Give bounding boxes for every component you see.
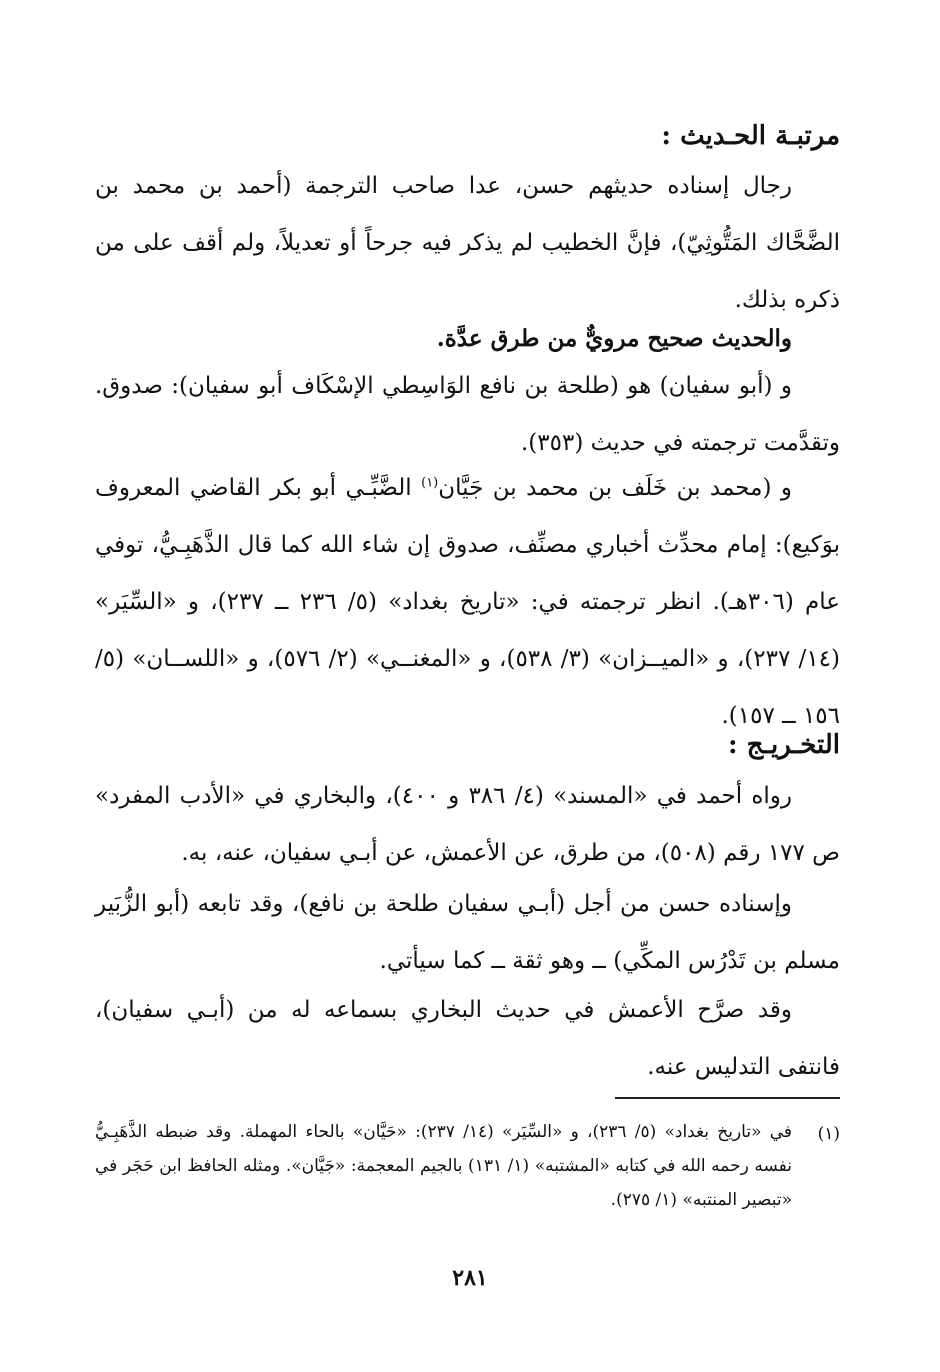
narrator-text-start: و (محمد بن خَلَف بن محمد بن جَيَّان [438,475,792,501]
rank-paragraph-1: رجال إسناده حديثهم حسن، عدا صاحب الترجمة (أحمد بن محمد بن الضَّحَّاك المَتُّوثِيّ)، فإنَّ الخطيب لم يذكر فيه جرحاً أو تعديلاً، ولم أقف على من ذكره بذلك. [95,173,840,313]
footnote-number: (١) [817,1124,840,1144]
page-number: ٢٨١ [452,1265,488,1291]
footnote-reference: (١) [421,475,439,491]
rank-paragraph-2: والحديث صحيح مرويٌّ من طرق عدَّة. [436,325,792,352]
narrator-muhammad-ibn-khalaf [95,460,840,745]
narrator-text-end: الضَّبِّـي أبو بكر القاضي المعروف بوَكيع): إمام محدِّث أخباري مصنِّف، صدوق إن شاء الله كما قال الذَّهَبِـيُّ، توفي عام (٣٠٦هـ). انظر ترجمته في: «تاريخ بغداد» (٥/ ٢٣٦ ــ ٢٣٧)، و «السِّيَر» (١٤/ ٢٣٧)، و «الميــزان» (٣/ ٥٣٨)، و «المغنــي» (٢/ ٥٧٦)، و «اللســان» (٥/ ١٥٦ ــ ١٥٧). [95,475,841,729]
takhrij-heading: التخـريـج : [727,730,840,760]
takhrij-paragraph-1: رواه أحمد في «المسند» (٤/ ٣٨٦ و ٤٠٠)، والبخاري في «الأدب المفرد» ص ١٧٧ رقم (٥٠٨)، من طرق، عن الأعمش، عن أبـي سفيان، عنه، به. [95,783,840,866]
narrator-abu-sufyan: و (أبو سفيان) هو (طلحة بن نافع الوَاسِطي الإسْكَاف أبو سفيان): صدوق. وتقدَّمت ترجمته في حديث (٣٥٣). [95,373,840,456]
footnote-text: في «تاريخ بغداد» (٥/ ٢٣٦)، و «السِّيَر» (١٤/ ٢٣٧): «حَيَّان» بالحاء المهملة. وقد ضبطه الذَّهَبِـيُّ نفسه رحمه الله في كتابه «المشتبه» (١/ ١٣١) بالجيم المعجمة: «جَيَّان». ومثله الحافظ ابن حَجَر في «تبصير المنتبه» (١/ ٢٧٥). [95,1122,793,1210]
footnote-separator [615,1097,840,1099]
takhrij-paragraph-3: وقد صرَّح الأعمش في حديث البخاري بسماعه له من (أبـي سفيان)، فانتفى التدليس عنه. [95,997,840,1080]
rank-heading: مرتبـة الحـديث : [661,121,840,151]
takhrij-paragraph-2: وإسناده حسن من أجل (أبـي سفيان طلحة بن نافع)، وقد تابعه (أبو الزُّبَير مسلم بن تَدْرُس المكِّي) ــ وهو ثقة ــ كما سيأتي. [95,891,840,974]
